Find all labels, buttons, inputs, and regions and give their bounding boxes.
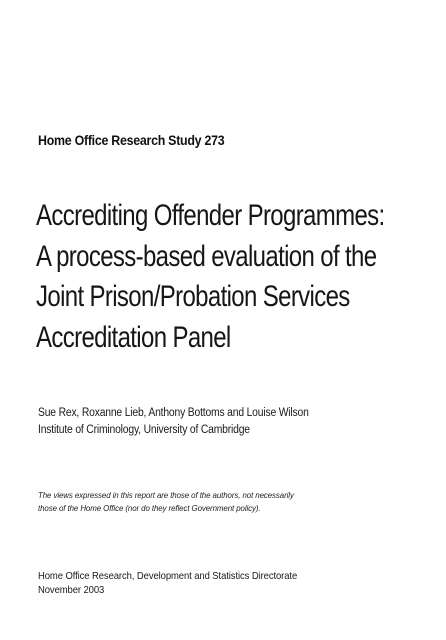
author-names: Sue Rex, Roxanne Lieb, Anthony Bottoms and Louise Wilson: [38, 407, 309, 419]
author-block: [38, 405, 309, 439]
series-label: Home Office Research Study 273: [38, 133, 225, 148]
title-line-3: Joint Prison/Probation Services: [36, 280, 350, 313]
report-title: [36, 196, 385, 358]
title-line-2: A process-based evaluation of the: [36, 239, 377, 273]
publication-date: November 2003: [38, 584, 105, 596]
publisher-name: Home Office Research, Development and Statistics Directorate: [38, 571, 298, 582]
title-line-1: Accrediting Offender Programmes:: [36, 199, 385, 232]
author-affiliation: Institute of Criminology, University of Cambridge: [38, 424, 250, 436]
disclaimer-line-1: The views expressed in this report are those of the authors, not necessarily: [38, 490, 294, 500]
title-line-4: Accreditation Panel: [36, 320, 231, 354]
disclaimer-line-2: those of the Home Office (nor do they reflect Government policy).: [38, 503, 261, 513]
publisher-block: [38, 570, 297, 597]
disclaimer: [38, 489, 294, 515]
